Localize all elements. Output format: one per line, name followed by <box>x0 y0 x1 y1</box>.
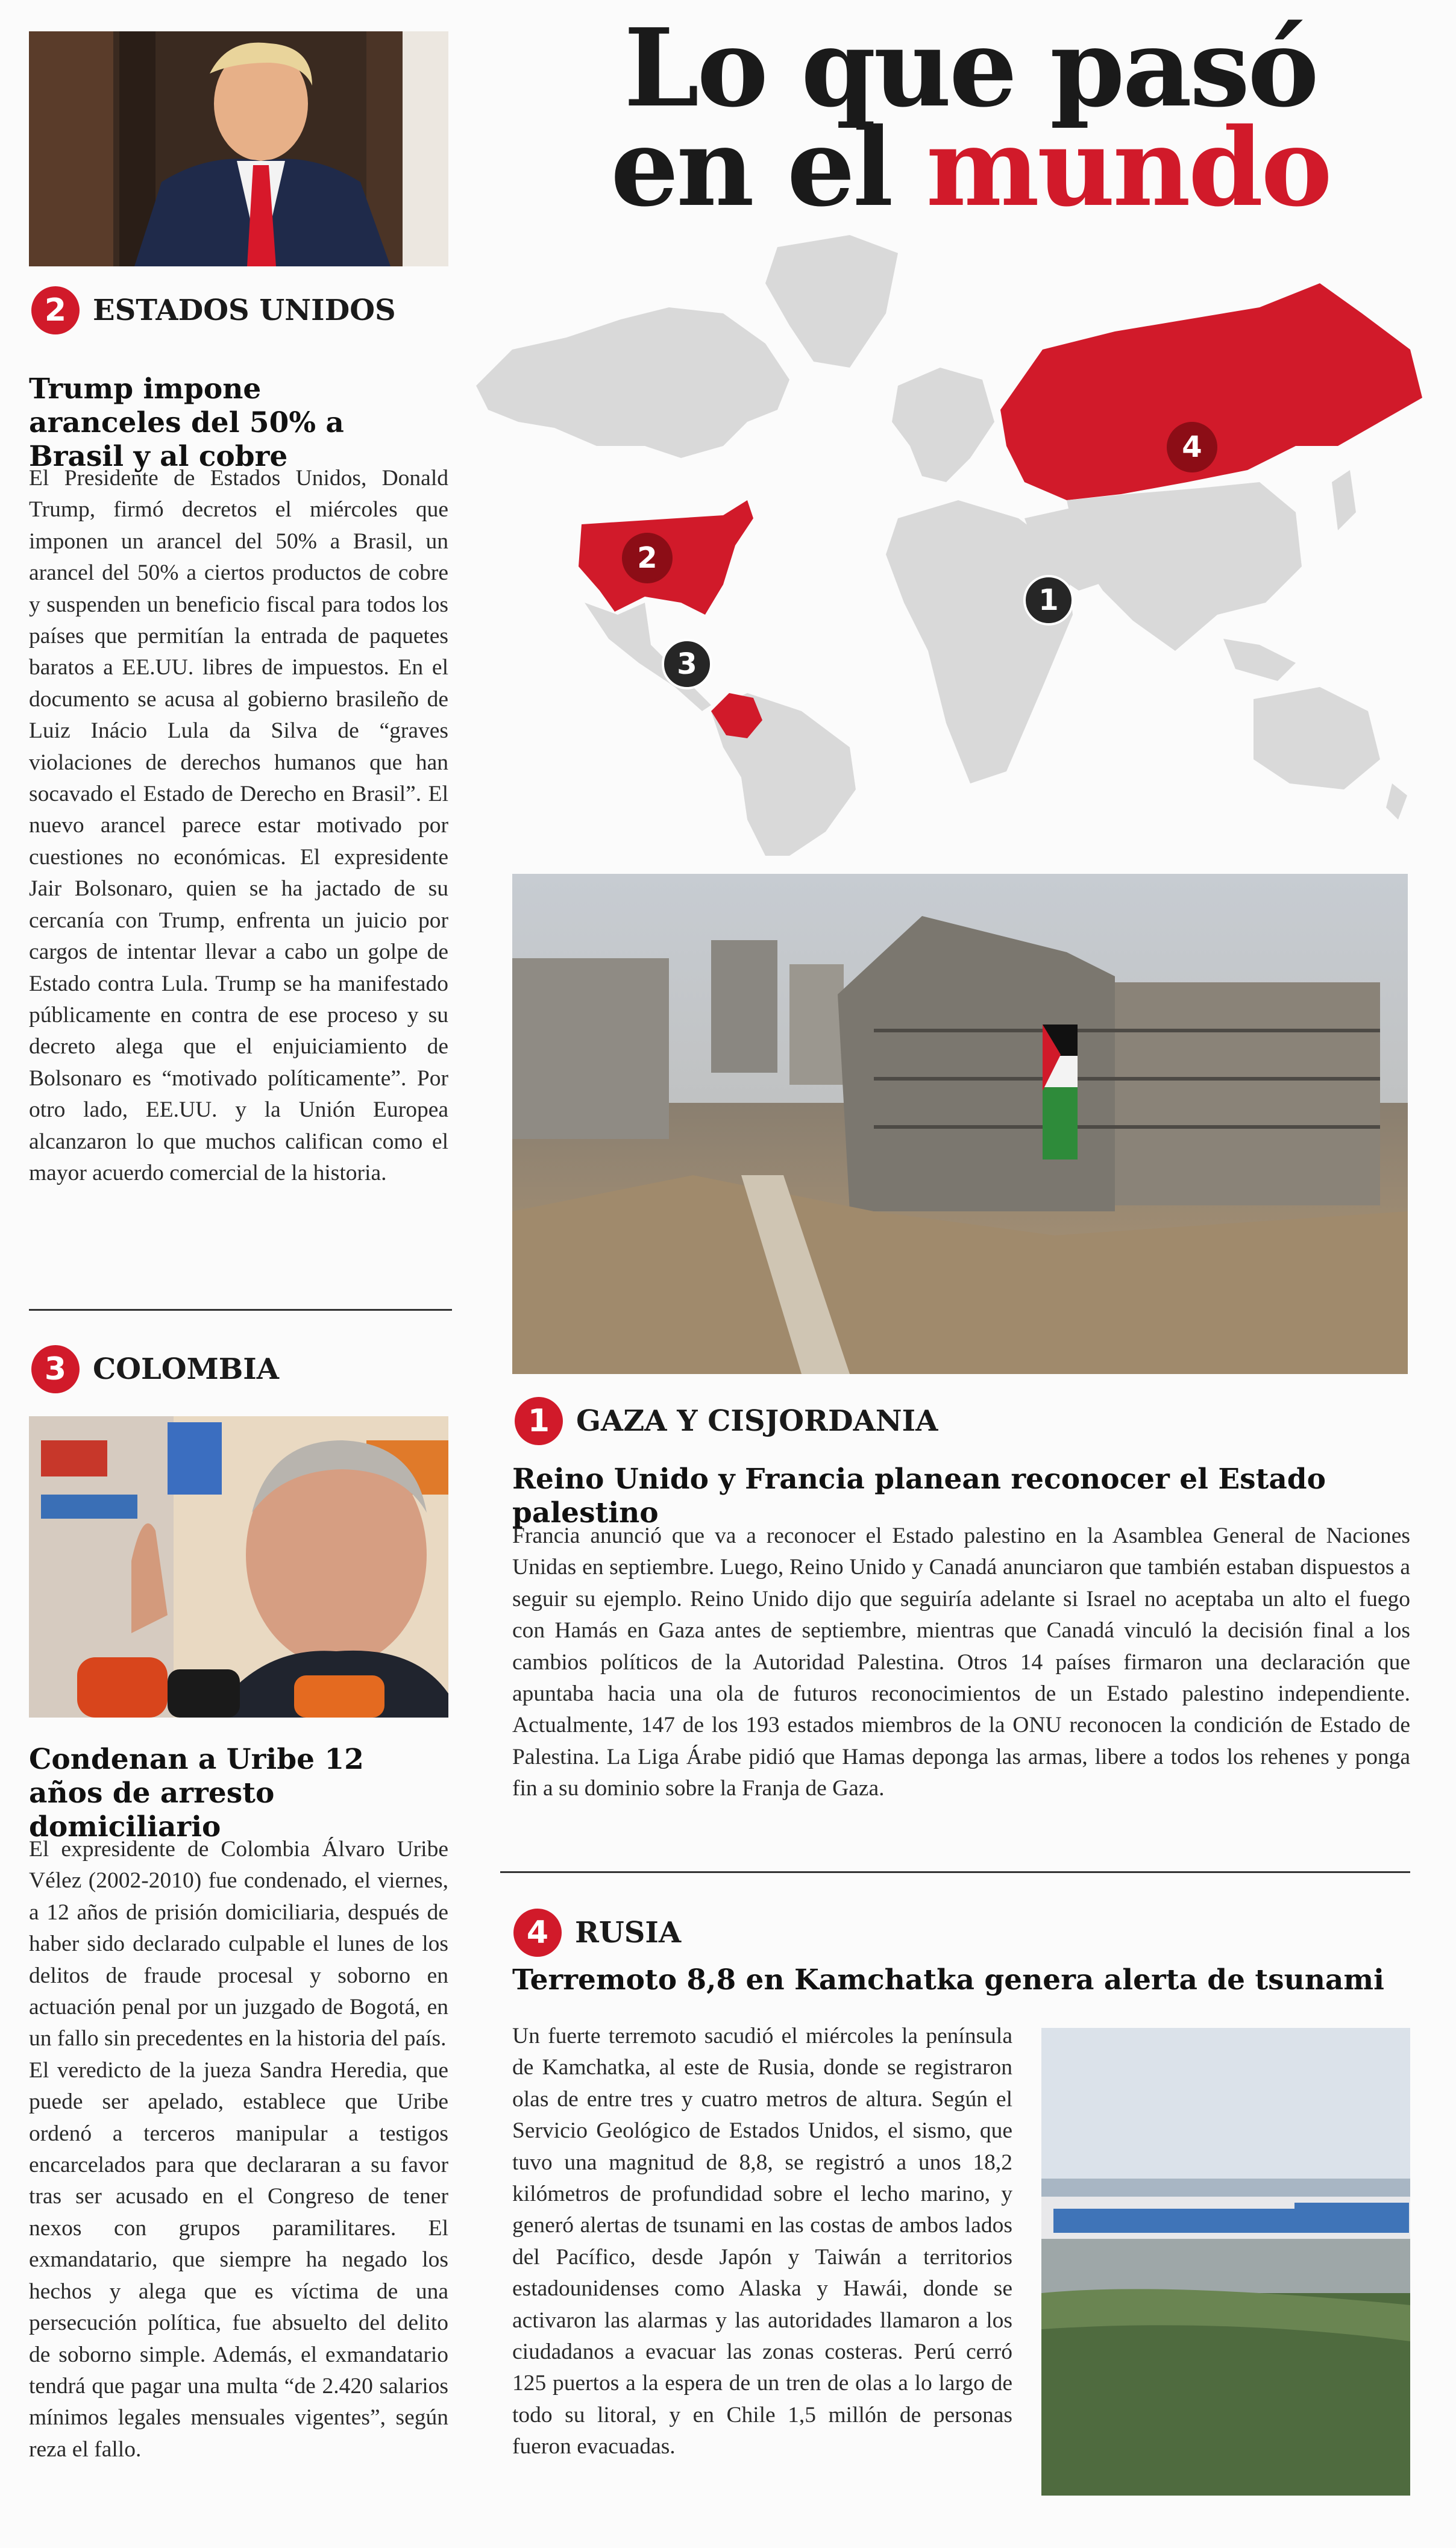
kamchatka-photo <box>1041 2028 1410 2496</box>
section-label: RUSIA <box>575 1916 682 1950</box>
gaza-photo <box>512 874 1408 1374</box>
map-marker-1: 1 <box>1023 575 1074 626</box>
gaza-body-paragraph: Francia anunció que va a reconocer el Estado palestino en la Asamblea General de Naciones Unidas en septiembre. Luego, Reino Unido y Canadá anunciaron que también estaban dispuestos a seguir su ejemplo. Reino Unido dijo que seguiría adelante si Israel no aceptaba un alto el fuego con Hamás en Gaza antes de septiembre, mientras que Canadá vinculó la decisión final a los cambios políticos de la Autoridad Palestina. Otros 14 países firmaron una declaración que apuntaba hacia una ola de futuros reconocimientos de un Estado palestino independiente. Actualmente, 147 de los 193 estados miembros de la ONU reconocen la condición de Estado de Palestina. La Liga Árabe pidió que Hamas deponga las armas, libere a todos los rehenes y ponga fin a su dominio sobre la Franja de Gaza. <box>512 1523 1410 1801</box>
section-number-badge: 2 <box>31 286 80 334</box>
colombia-body <box>29 1834 448 2465</box>
russia-body <box>512 2021 1012 2463</box>
map-marker-3: 3 <box>662 639 712 689</box>
section-header-colombia <box>31 1345 279 1393</box>
section-number-badge: 1 <box>515 1397 563 1445</box>
section-header-russia <box>513 1909 681 1957</box>
uribe-photo <box>29 1416 448 1718</box>
section-number-badge: 4 <box>513 1909 562 1957</box>
divider <box>29 1309 452 1311</box>
gaza-headline: Reino Unido y Francia planean reconocer el Estado palestino <box>512 1463 1326 1530</box>
map-marker-2: 2 <box>622 533 673 583</box>
title-line-1: Lo que pasó <box>624 5 1317 131</box>
title-line-2-red: mundo <box>926 104 1330 230</box>
section-label: GAZA Y CISJORDANIA <box>576 1404 938 1438</box>
section-number-badge: 3 <box>31 1345 80 1393</box>
gaza-body <box>512 1520 1410 1805</box>
divider <box>500 1871 1410 1873</box>
usa-headline: Trump impone aranceles del 50% a Brasil y al cobre <box>29 372 344 473</box>
map-marker-4: 4 <box>1167 422 1217 472</box>
usa-body-paragraph: El Presidente de Estados Unidos, Donald Trump, firmó decretos el miércoles que imponen un arancel del 50% a Brasil, un arancel del 50% a ciertos productos de cobre y suspenden un beneficio fiscal para todos los países que permitían la entrada de paquetes baratos a EE.UU. libres de impuestos. En el documento se acusa al gobierno brasileño de Luiz Inácio Lula da Silva de “graves violaciones de derechos humanos que han socavado el Estado de Derecho en Brasil”. El nuevo arancel parece estar motivado por cuestiones no económicas. El expresidente Jair Bolsonaro, quien se ha jactado de su cercanía con Trump, enfrenta un juicio por cargos de intentar llevar a cabo un golpe de Estado contra Lula. Trump se ha manifestado públicamente en contra de ese proceso y su decreto alega que el enjuiciamiento de Bolsonaro es “motivado políticamente”. Por otro lado, EE.UU. y la Unión Europea alcanzaron lo que muchos califican como el mayor acuerdo comercial de la historia. <box>29 466 448 1185</box>
trump-photo <box>29 31 448 266</box>
section-header-usa <box>31 286 396 334</box>
section-label: COLOMBIA <box>93 1352 279 1386</box>
usa-body <box>29 463 448 1189</box>
section-header-gaza <box>515 1397 938 1445</box>
colombia-body-paragraph-2: El veredicto de la jueza Sandra Heredia, que puede ser apelado, establece que Uribe ordenó a terceros manipular a testigos encarcelados para que declararan a su favor tras ser acusado en el Congreso de tener nexos con grupos paramilitares. El exmandatario, que siempre ha negado los hechos y alega que es víctima de una persecución política, fue absuelto del delito de soborno simple. Además, el exmandatario tendrá que pagar una multa “de 2.420 salarios mínimos legales mensuales vigentes”, según reza el fallo. <box>29 2057 448 2462</box>
section-label: ESTADOS UNIDOS <box>93 293 396 327</box>
title-line-2-black: en el <box>610 104 926 230</box>
page-title <box>542 5 1398 230</box>
colombia-body-paragraph-1: El expresidente de Colombia Álvaro Uribe Vélez (2002-2010) fue condenado, el viernes, a 12 años de prisión domiciliaria, después de haber sido declarado culpable el lunes de los delitos de fraude procesal y soborno en actuación penal por un juzgado de Bogotá, en un fallo sin precedentes en la historia del país. <box>29 1837 448 2051</box>
colombia-headline: Condenan a Uribe 12 años de arresto domiciliario <box>29 1743 364 1844</box>
title-line-2 <box>542 104 1398 230</box>
world-map <box>464 229 1428 856</box>
russia-body-paragraph: Un fuerte terremoto sacudió el miércoles la península de Kamchatka, al este de Rusia, donde se registraron olas de entre tres y cuatro metros de altura. Según el Servicio Geológico de Estados Unidos, el sismo, que tuvo una magnitud de 8,8, se registró a unos 18,2 kilómetros de profundidad sobre el lecho marino, y generó alertas de tsunami en las costas de ambos lados del Pacífico, desde Japón y Taiwán a territorios estadounidenses como Alaska y Hawái, donde se activaron las alarmas y las autoridades llamaron a los ciudadanos a evacuar las zonas costeras. Perú cerró 125 puertos a la espera de un tren de olas a lo largo de todo su litoral, y en Chile 1,5 millón de personas fueron evacuadas. <box>512 2024 1012 2459</box>
russia-headline: Terremoto 8,8 en Kamchatka genera alerta de tsunami <box>512 1963 1384 1997</box>
